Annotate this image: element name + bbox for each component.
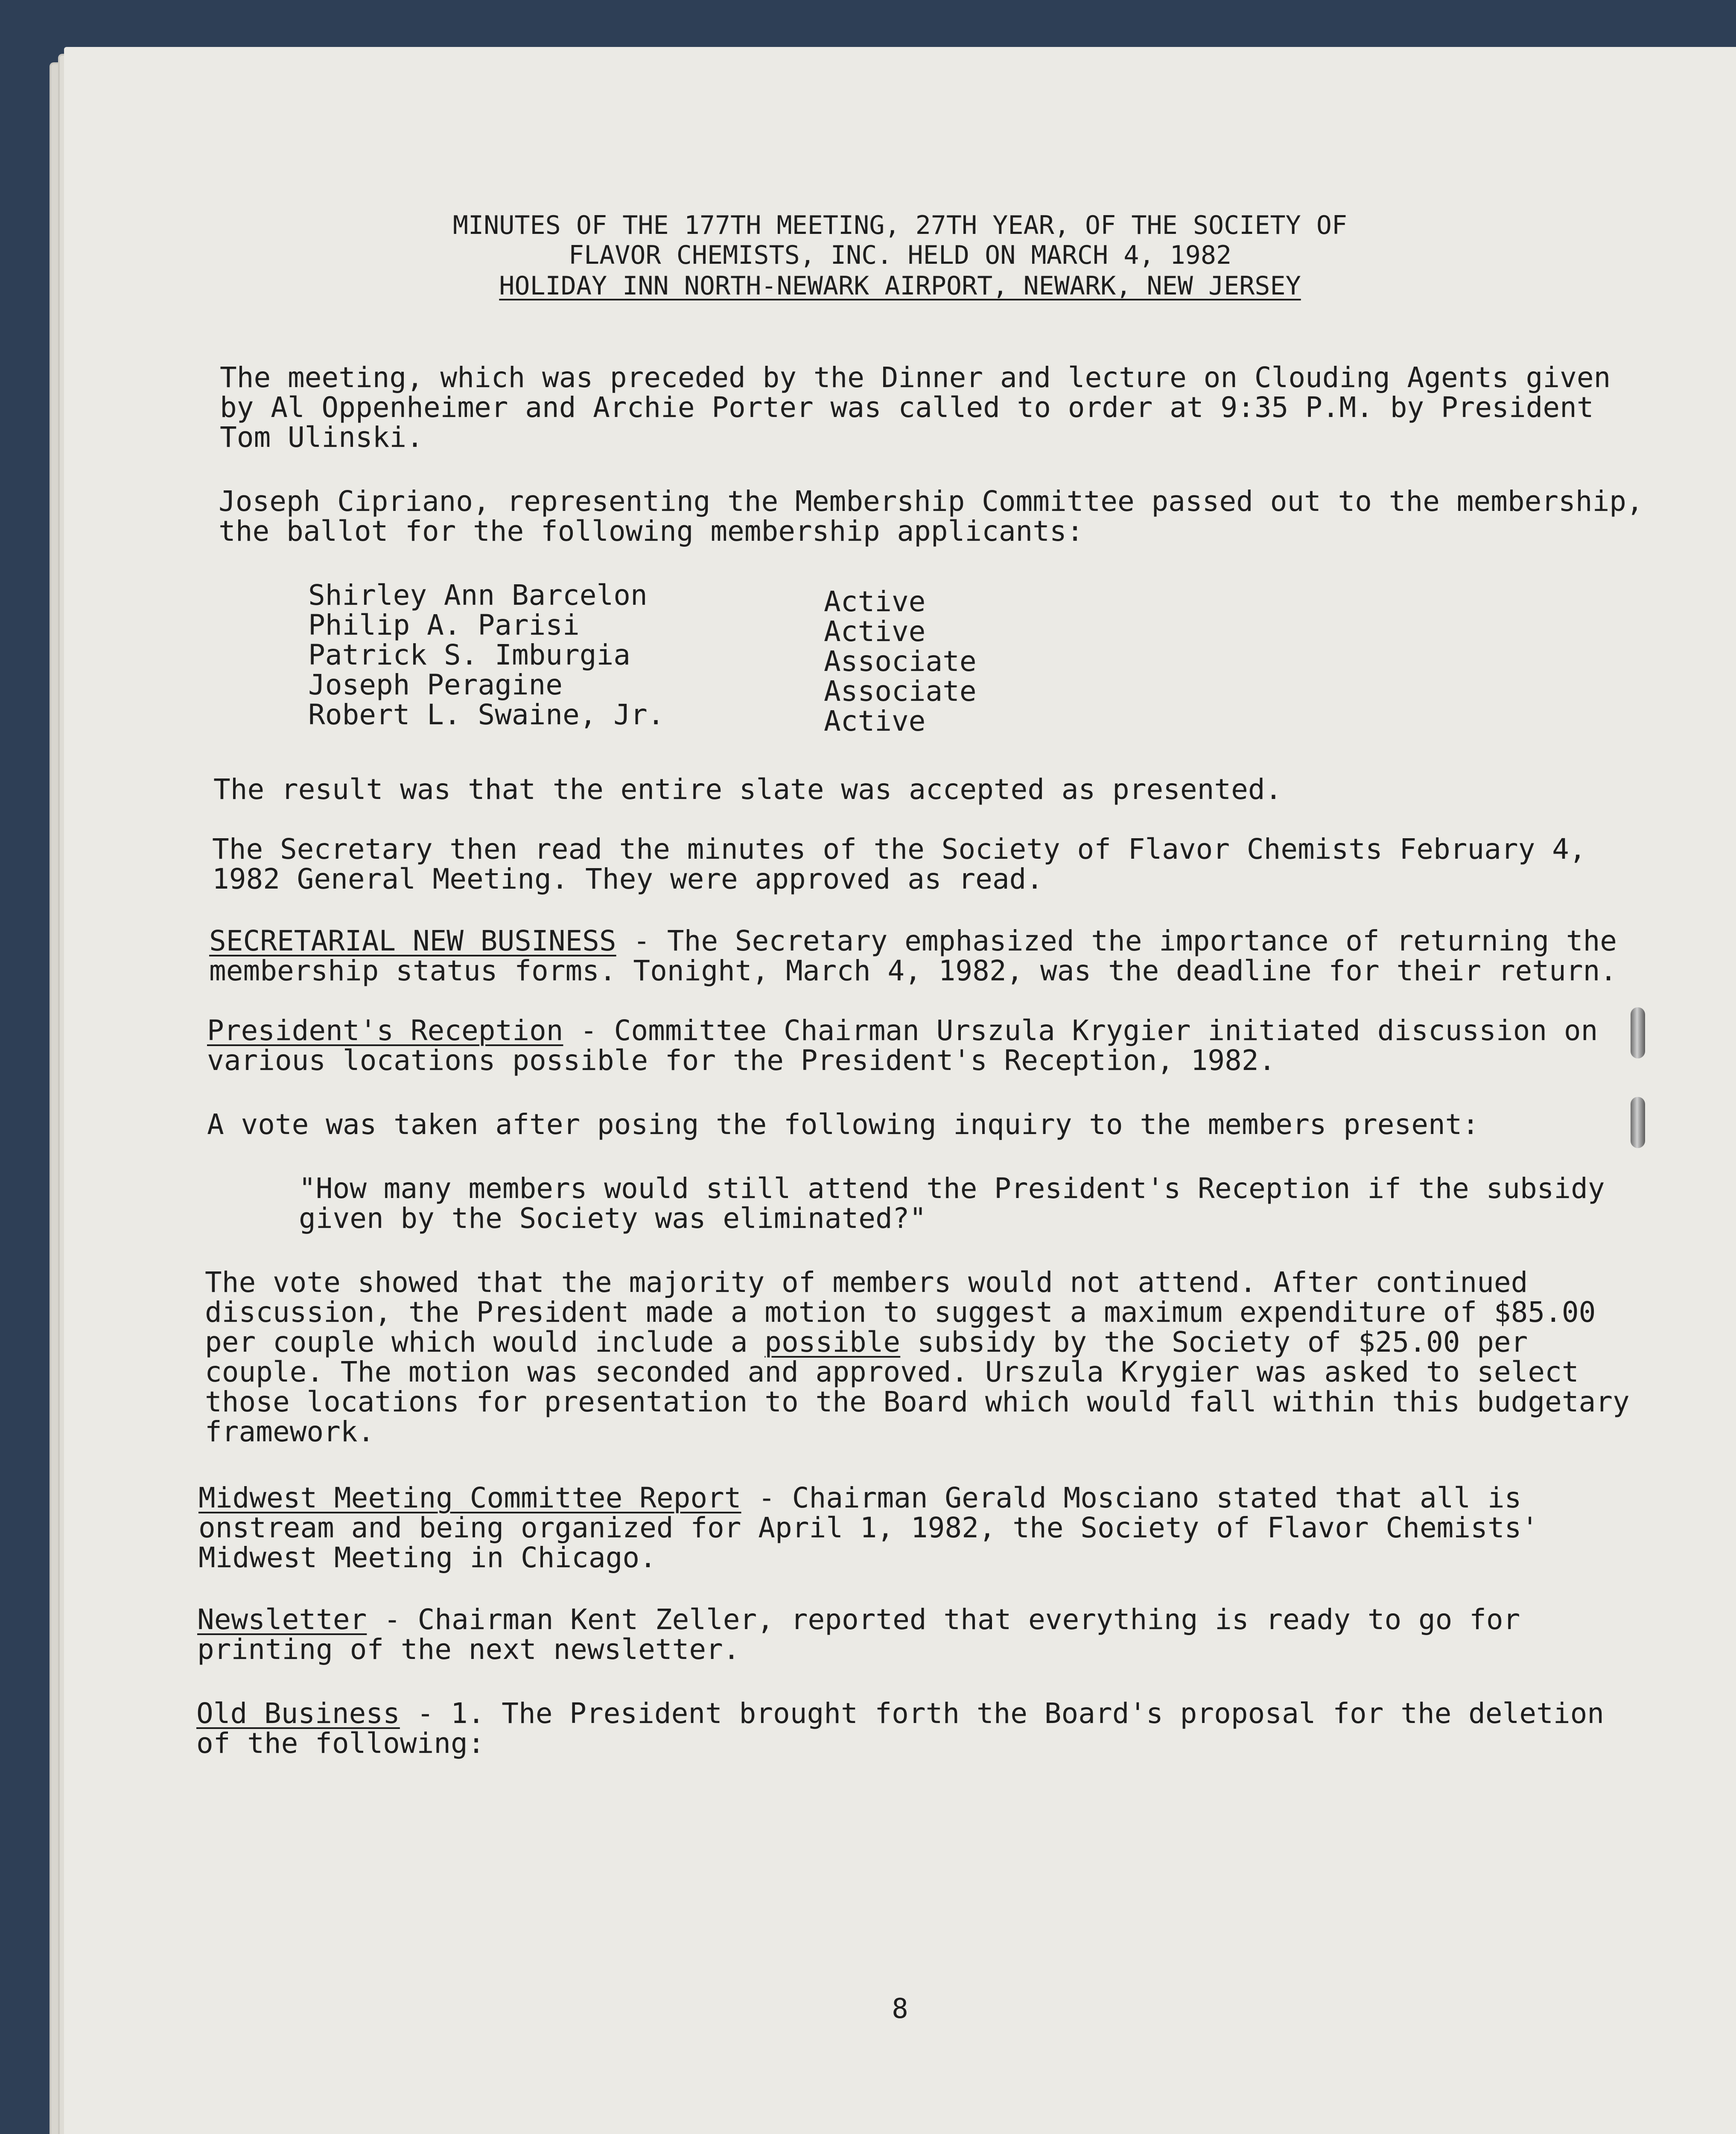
applicant-name: Patrick S. Imburgia [308, 638, 630, 671]
binder-ring-icon [1631, 1097, 1645, 1148]
midwest-line: Midwest Meeting Committee Report - Chairman Gerald Mosciano stated that all is [198, 1481, 1522, 1514]
vote-result-line: those locations for presentation to the Board which would fall within this budgetary [205, 1385, 1630, 1418]
section-heading: President's Reception [207, 1014, 563, 1047]
title-line-1: MINUTES OF THE 177TH MEETING, 27TH YEAR, OF THE SOCIETY OF [452, 210, 1348, 240]
reception-line: various locations possible for the President's Reception, 1982. [207, 1044, 1276, 1077]
result-line: The result was that the entire slate was accepted as presented. [213, 773, 1282, 806]
inquiry-quote: "How many members would still attend the President's Reception if the subsidy [299, 1172, 1605, 1205]
vote-result-line: framework. [205, 1415, 375, 1448]
intro-line: by Al Oppenheimer and Archie Porter was called to order at 9:35 P.M. by President [220, 391, 1594, 424]
applicant-status: Associate [824, 645, 977, 678]
secretarial-line: SECRETARIAL NEW BUSINESS - The Secretary emphasized the importance of returning the [209, 924, 1617, 957]
vote-line: A vote was taken after posing the following inquiry to the members present: [207, 1108, 1479, 1141]
membership-line: the ballot for the following membership applicants: [219, 515, 1084, 548]
midwest-line: onstream and being organized for April 1, 1982, the Society of Flavor Chemists' [198, 1511, 1539, 1544]
section-heading: SECRETARIAL NEW BUSINESS [209, 924, 616, 957]
section-heading: Old Business [196, 1697, 400, 1730]
secretarial-line: membership status forms. Tonight, March 4, 1982, was the deadline for their return. [209, 954, 1617, 987]
minutes-line: The Secretary then read the minutes of the Society of Flavor Chemists February 4, [212, 833, 1586, 866]
applicant-status: Associate [824, 675, 977, 708]
newsletter-line: Newsletter - Chairman Kent Zeller, reported that everything is ready to go for [197, 1603, 1520, 1636]
applicant-status: Active [824, 615, 926, 648]
vote-result-line: discussion, the President made a motion to suggest a maximum expenditure of $85.00 [205, 1296, 1596, 1329]
vote-result-line: couple. The motion was seconded and approved. Urszula Krygier was asked to select [205, 1356, 1579, 1388]
midwest-line: Midwest Meeting in Chicago. [198, 1541, 656, 1574]
applicant-name: Shirley Ann Barcelon [308, 579, 648, 612]
membership-line: Joseph Cipriano, representing the Membership Committee passed out to the membership, [219, 485, 1643, 518]
intro-line: Tom Ulinski. [220, 421, 423, 454]
section-heading: Midwest Meeting Committee Report [198, 1481, 741, 1514]
vote-result-line: per couple which would include a possible subsidy by the Society of $25.00 per [205, 1326, 1528, 1359]
inquiry-quote: given by the Society was eliminated?" [299, 1202, 927, 1235]
newsletter-line: printing of the next newsletter. [197, 1633, 740, 1666]
applicant-name: Philip A. Parisi [308, 609, 580, 641]
title-line-2: FLAVOR CHEMISTS, INC. HELD ON MARCH 4, 1982 [568, 240, 1232, 270]
old-business-line: of the following: [196, 1727, 485, 1760]
page-number: 8 [892, 1993, 908, 2025]
applicant-status: Active [824, 585, 926, 618]
minutes-line: 1982 General Meeting. They were approved as read. [212, 863, 1044, 895]
applicant-name: Joseph Peragine [308, 668, 563, 701]
vote-result-line: The vote showed that the majority of members would not attend. After continued [205, 1266, 1528, 1299]
document-page [64, 47, 1736, 2134]
intro-line: The meeting, which was preceded by the Dinner and lecture on Clouding Agents given [220, 361, 1611, 394]
old-business-line: Old Business - 1. The President brought forth the Board's proposal for the deletion [196, 1697, 1605, 1730]
binder-ring-icon [1631, 1007, 1645, 1058]
applicant-name: Robert L. Swaine, Jr. [308, 698, 665, 731]
applicant-status: Active [824, 705, 926, 738]
section-heading: Newsletter [197, 1603, 367, 1636]
title-line-3: HOLIDAY INN NORTH-NEWARK AIRPORT, NEWARK, NEW JERSEY [499, 271, 1301, 301]
reception-line: President's Reception - Committee Chairman Urszula Krygier initiated discussion on [207, 1014, 1598, 1047]
